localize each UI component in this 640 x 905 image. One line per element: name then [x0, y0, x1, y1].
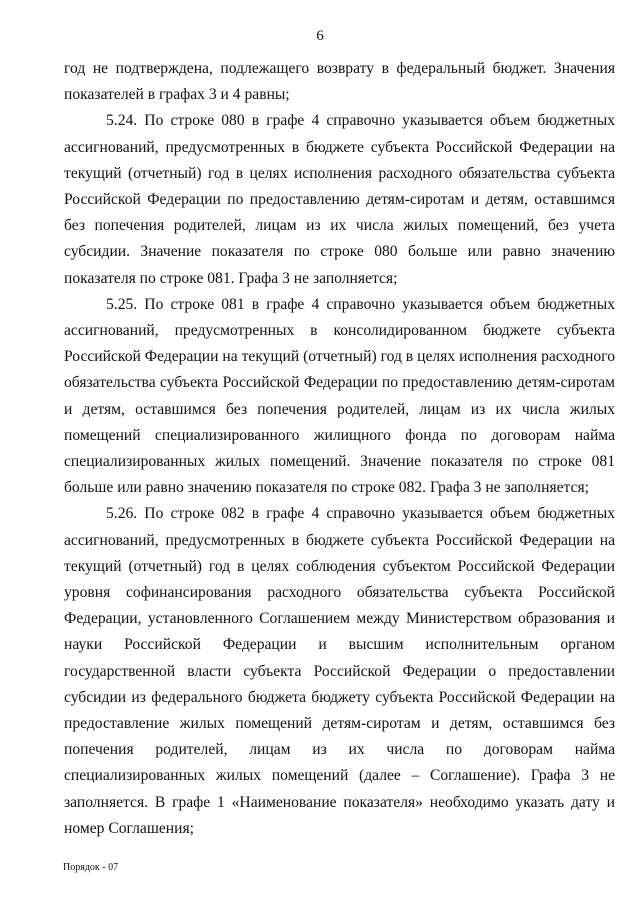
page-number: 6	[316, 28, 324, 44]
footer-code: Порядок - 07	[63, 862, 119, 873]
paragraph-5-24: 5.24. По строке 080 в графе 4 справочно указывается объем бюджетных ассигнований, предусмотренных в бюджете субъекта Российской Федерации на текущий (отчетный) год в целях исполнения расходного обязательства субъекта Российской Федерации по предоставлению детям-сиротам и детям, оставшимся без попечения родителей, лицам из их числа жилых помещений, без учета субсидии. Значение показателя по строке 080 больше или равно значению показателя по строке 081. Графа 3 не заполняется;	[64, 112, 615, 287]
paragraph-continuation: год не подтверждена, подлежащего возврату в федеральный бюджет. Значения показателей в графах 3 и 4 равны;	[64, 60, 615, 104]
paragraph-5-26: 5.26. По строке 082 в графе 4 справочно указывается объем бюджетных ассигнований, предусмотренных в бюджете субъекта Российской Федерации на текущий (отчетный) год в целях соблюдения субъектом Российской Федерации уровня софинансирования расходного обязательства субъекта Российской Федерации, установленного Соглашением между Министерством образования и науки Российской Федерации и высшим исполнительным органом государственной власти субъекта Российской Федерации о предоставлении субсидии из федерального бюджета бюджету субъекта Российской Федерации на предоставление жилых помещений детям-сиротам и детям, оставшимся без попечения родителей, лицам из их числа по договорам найма специализированных жилых помещений (далее – Соглашение). Графа 3 не заполняется. В графе 1 «Наименование показателя» необходимо указать дату и номер Соглашения;	[64, 505, 615, 837]
document-body	[64, 56, 615, 842]
paragraph-5-25: 5.25. По строке 081 в графе 4 справочно указывается объем бюджетных ассигнований, предусмотренных в консолидированном бюджете субъекта Российской Федерации на текущий (отчетный) год в целях исполнения расходного обязательства субъекта Российской Федерации по предоставлению детям-сиротам и детям, оставшимся без попечения родителей, лицам из их числа жилых помещений специализированного жилищного фонда по договорам найма специализированных жилых помещений. Значение показателя по строке 081 больше или равно значению показателя по строке 082. Графа 3 не заполняется;	[64, 295, 615, 497]
